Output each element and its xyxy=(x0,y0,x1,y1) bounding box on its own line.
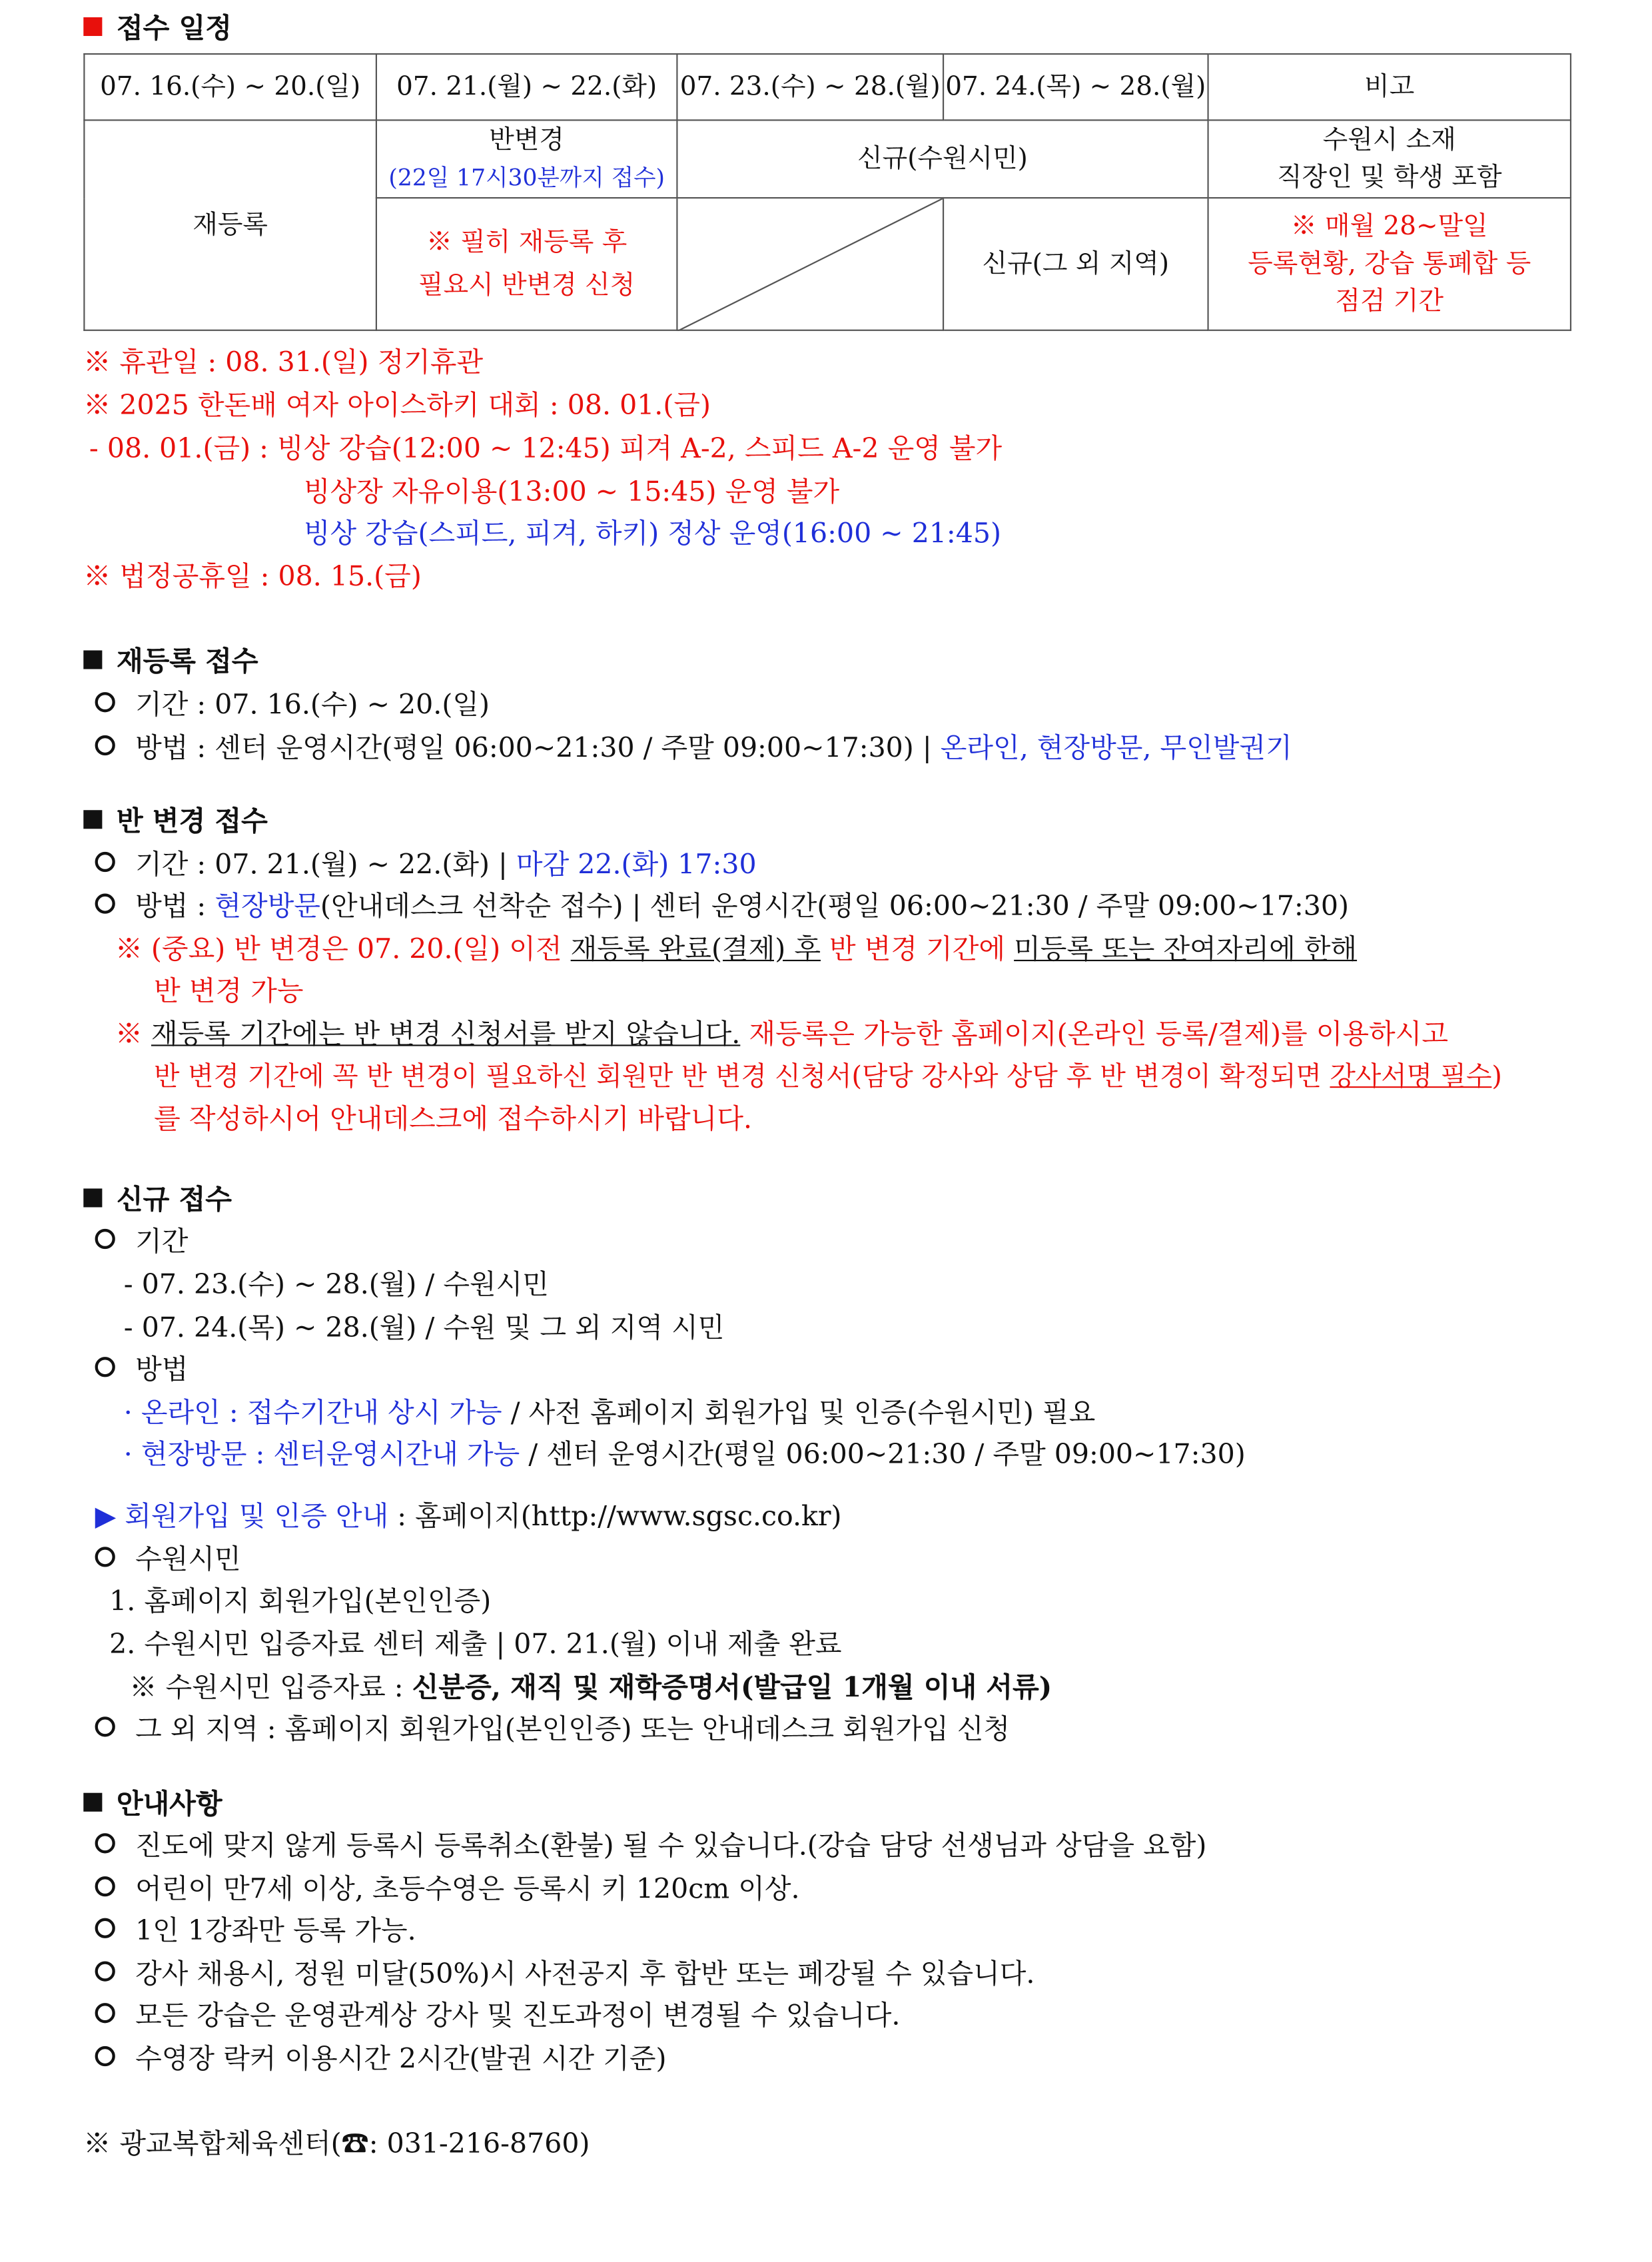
other-region xyxy=(95,1711,1011,1748)
note2-part: 반 변경 기간에 꼭 반 변경이 필요하신 회원만 반 변경 신청서(담당 강사와 상담 후 반 변경이 확정되면 xyxy=(154,1062,1330,1092)
black-square-icon xyxy=(83,810,102,829)
online-part: / 사전 홈페이지 회원가입 및 인증(수원시민) 필요 xyxy=(502,1397,1096,1429)
guide-item-text: 1인 1강좌만 등록 가능. xyxy=(135,1915,416,1947)
telephone-icon: ☎ xyxy=(341,2128,369,2160)
class-change-note-line: ※ 필히 재등록 후 xyxy=(426,226,627,257)
guide-item xyxy=(95,1997,901,2034)
arrow-right-icon: ▶ xyxy=(95,1501,117,1533)
note1-part: 재등록 완료(결제) 후 xyxy=(570,934,821,966)
remark-top-line: 직장인 및 학생 포함 xyxy=(1276,162,1502,192)
remark-bottom-line: ※ 매월 28~말일 xyxy=(1290,210,1488,241)
guide-heading xyxy=(83,1786,222,1823)
suwon-step2: 2. 수원시민 입증자료 센터 제출 | 07. 21.(월) 이내 제출 완료 xyxy=(109,1629,842,1661)
class-change-note1-cont: 반 변경 가능 xyxy=(154,975,304,1008)
new-reg-visit xyxy=(124,1436,1246,1473)
notice-tournament: ※ 2025 한돈배 여자 아이스하키 대회 : 08. 01.(금) xyxy=(83,390,711,422)
notice-line2: 빙상장 자유이용(13:00 ~ 15:45) 운영 불가 xyxy=(303,476,840,508)
diagonal-line xyxy=(677,198,942,331)
header-new-other-period: 07. 24.(목) ~ 28.(월) xyxy=(943,54,1208,120)
note1-part: ※ (중요) 반 변경은 07. 20.(일) 이전 xyxy=(115,934,571,966)
note1-part: 반 변경 기간에 xyxy=(821,934,1015,966)
remark-bottom-line: 점검 기간 xyxy=(1335,285,1444,316)
suwon-step1: 1. 홈페이지 회원가입(본인인증) xyxy=(109,1585,492,1618)
cell-reregister: 재등록 xyxy=(84,120,376,330)
red-square-icon xyxy=(83,17,102,36)
guide-item xyxy=(95,1956,1035,1993)
schedule-title: 접수 일정 xyxy=(116,13,232,45)
class-change-method-rest: (안내데스크 선착순 접수) | 센터 운영시간(평일 06:00~21:30 / 주말 09:00~17:30) xyxy=(320,891,1349,923)
notice-line1: - 08. 01.(금) : 빙상 강습(12:00 ~ 12:45) 피겨 A-2, 스피드 A-2 운영 불가 xyxy=(89,433,1003,465)
class-change-note2-cont xyxy=(154,1059,1502,1096)
black-square-icon xyxy=(83,650,102,669)
guide-item xyxy=(95,2040,667,2077)
header-remark: 비고 xyxy=(1208,54,1571,120)
guide-item-text: 어린이 만7세 이상, 초등수영은 등록시 키 120cm 이상. xyxy=(135,1873,800,1906)
header-change-period: 07. 21.(월) ~ 22.(화) xyxy=(376,54,677,120)
class-change-period-text: 기간 : 07. 21.(월) ~ 22.(화) | xyxy=(135,849,516,881)
guide-item xyxy=(95,1828,1207,1865)
class-change-deadline: (22일 17시30분까지 접수) xyxy=(388,163,665,191)
circle-bullet-icon xyxy=(95,1547,115,1567)
cell-new-other: 신규(그 외 지역) xyxy=(943,198,1208,330)
reregister-period-text: 기간 : 07. 16.(수) ~ 20.(일) xyxy=(135,689,490,721)
header-reregister-period: 07. 16.(수) ~ 20.(일) xyxy=(84,54,376,120)
class-change-note2-end: 를 작성하시어 안내데스크에 접수하시기 바랍니다. xyxy=(154,1103,753,1136)
guide-title: 안내사항 xyxy=(116,1788,222,1820)
new-reg-period1: - 07. 23.(수) ~ 28.(월) / 수원시민 xyxy=(123,1269,549,1301)
cell-new-suwon: 신규(수원시민) xyxy=(677,120,1208,198)
class-change-label: 반변경 xyxy=(489,124,564,155)
note2-mark: ※ xyxy=(115,1018,143,1051)
cell-remark-bottom xyxy=(1208,198,1571,330)
footer-phone: : 031-216-8760) xyxy=(368,2128,590,2160)
class-change-note1 xyxy=(115,931,1357,968)
visit-part: / 센터 운영시간(평일 06:00~21:30 / 주말 09:00~17:30) xyxy=(520,1439,1246,1471)
notice-closed: ※ 휴관일 : 08. 31.(일) 정기휴관 xyxy=(83,346,484,379)
circle-bullet-icon xyxy=(95,1357,115,1377)
circle-bullet-icon xyxy=(95,735,115,755)
proof-note-part: ※ 수원시민 입증자료 : xyxy=(129,1672,412,1704)
guide-item-text: 강사 채용시, 정원 미달(50%)시 사전공지 후 합반 또는 폐강될 수 있습니다. xyxy=(135,1958,1035,1990)
cell-empty-diagonal xyxy=(677,198,943,330)
black-square-icon xyxy=(83,1188,102,1207)
suwon-proof-note xyxy=(129,1669,1052,1706)
circle-bullet-icon xyxy=(95,2003,115,2023)
schedule-heading xyxy=(83,10,232,47)
circle-bullet-icon xyxy=(95,1961,115,1981)
note2-part: 재등록은 가능한 홈페이지(온라인 등록/결제)를 이용하시고 xyxy=(740,1018,1448,1051)
new-reg-online xyxy=(124,1394,1095,1431)
remark-top-line: 수원시 소재 xyxy=(1322,124,1456,155)
suwon-label xyxy=(95,1541,241,1579)
reregister-heading xyxy=(83,643,258,681)
proof-note-part: 신분증, 재직 및 재학증명서(발급일 1개월 이내 서류) xyxy=(412,1672,1052,1704)
new-reg-method-label xyxy=(95,1351,189,1389)
class-change-period xyxy=(95,846,757,883)
circle-bullet-icon xyxy=(95,1229,115,1249)
notice-holiday: ※ 법정공휴일 : 08. 15.(금) xyxy=(83,561,422,593)
reregister-period xyxy=(95,686,490,723)
footer-contact xyxy=(83,2125,590,2163)
other-region-text: 그 외 지역 : 홈페이지 회원가입(본인인증) 또는 안내데스크 회원가입 신청 xyxy=(135,1713,1011,1746)
cell-remark-top xyxy=(1208,120,1571,198)
remark-bottom-line: 등록현황, 강습 통폐합 등 xyxy=(1248,248,1531,279)
new-reg-period-label-text: 기간 xyxy=(135,1226,189,1258)
cell-class-change xyxy=(376,120,677,198)
guide-item xyxy=(95,1870,800,1908)
reregister-method xyxy=(95,729,1292,767)
header-new-suwon-period: 07. 23.(수) ~ 28.(월) xyxy=(677,54,943,120)
visit-part: · 현장방문 : 센터운영시간내 가능 xyxy=(123,1439,520,1471)
cell-class-change-note xyxy=(376,198,677,330)
class-change-title: 반 변경 접수 xyxy=(116,805,268,838)
new-reg-period2: - 07. 24.(목) ~ 28.(월) / 수원 및 그 외 지역 시민 xyxy=(123,1312,725,1344)
circle-bullet-icon xyxy=(95,894,115,914)
circle-bullet-icon xyxy=(95,692,115,712)
schedule-table xyxy=(83,53,1571,331)
note1-part: 미등록 또는 잔여자리에 한해 xyxy=(1014,934,1358,966)
new-reg-title: 신규 접수 xyxy=(116,1184,232,1216)
circle-bullet-icon xyxy=(95,1716,115,1736)
guide-item-text: 모든 강습은 운영관계상 강사 및 진도과정이 변경될 수 있습니다. xyxy=(135,2000,901,2032)
signup-guide xyxy=(95,1498,842,1535)
class-change-heading xyxy=(83,803,268,840)
notice-line3: 빙상 강습(스피드, 피겨, 하키) 정상 운영(16:00 ~ 21:45) xyxy=(303,518,1002,550)
guide-item-text: 수영장 락커 이용시간 2시간(발권 시간 기준) xyxy=(135,2043,667,2075)
class-change-method-label: 방법 : xyxy=(135,891,215,923)
reregister-channels: 온라인, 현장방문, 무인발권기 xyxy=(940,732,1292,765)
circle-bullet-icon xyxy=(95,1833,115,1853)
class-change-method xyxy=(95,888,1349,925)
reregister-method-text: 방법 : 센터 운영시간(평일 06:00~21:30 / 주말 09:00~17:30) | xyxy=(135,732,941,765)
reregister-title: 재등록 접수 xyxy=(116,645,258,678)
class-change-note2 xyxy=(115,1016,1448,1053)
circle-bullet-icon xyxy=(95,1876,115,1896)
footer-center-name: ※ 광교복합체육센터( xyxy=(83,2128,342,2160)
circle-bullet-icon xyxy=(95,2046,115,2066)
note2-part: 재등록 기간에는 반 변경 신청서를 받지 않습니다. xyxy=(151,1018,741,1051)
guide-item xyxy=(95,1912,416,1950)
class-change-note-line: 필요시 반변경 신청 xyxy=(418,270,635,300)
note2-part: 강사서명 필수 xyxy=(1330,1062,1492,1092)
new-reg-period-label xyxy=(95,1223,189,1260)
new-reg-method-label-text: 방법 xyxy=(135,1353,189,1386)
signup-homepage: : 홈페이지(http://www.sgsc.co.kr) xyxy=(388,1501,842,1533)
signup-label: 회원가입 및 인증 안내 xyxy=(125,1501,389,1533)
online-part: · 온라인 : 접수기간내 상시 가능 xyxy=(123,1397,502,1429)
class-change-deadline-text: 마감 22.(화) 17:30 xyxy=(516,849,757,881)
black-square-icon xyxy=(83,1793,102,1812)
guide-item-text: 진도에 맞지 않게 등록시 등록취소(환불) 될 수 있습니다.(강습 담당 선생님과 상담을 요함) xyxy=(135,1830,1207,1862)
new-reg-heading xyxy=(83,1182,232,1219)
class-change-method-visit: 현장방문 xyxy=(214,891,320,923)
note2-part: ) xyxy=(1491,1062,1502,1092)
circle-bullet-icon xyxy=(95,1918,115,1938)
circle-bullet-icon xyxy=(95,852,115,872)
suwon-label-text: 수원시민 xyxy=(135,1543,241,1576)
